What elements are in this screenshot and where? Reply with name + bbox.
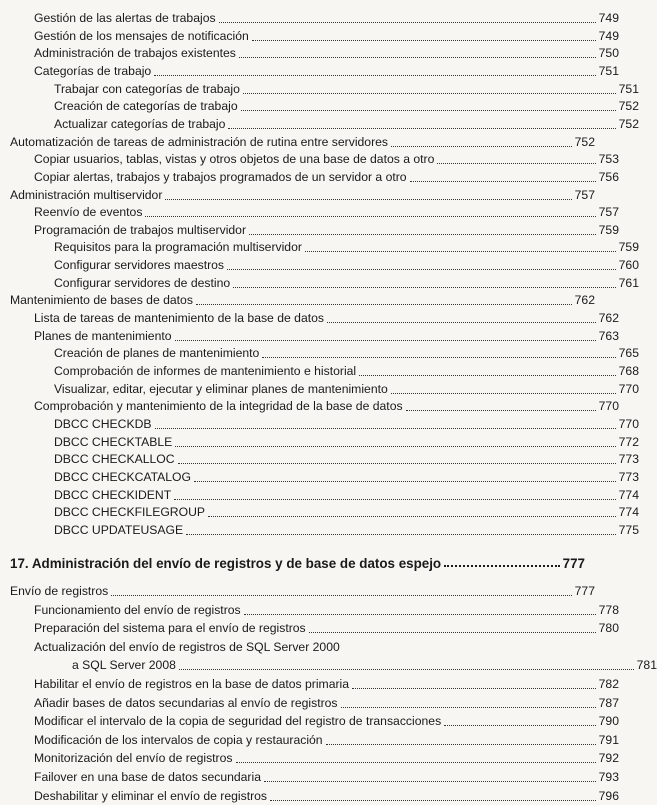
toc-entry xyxy=(0,254,639,273)
toc-entry xyxy=(0,729,619,748)
dot-leader xyxy=(326,744,596,745)
toc-entry-title: Añadir bases de datos secundarias al envío de registros xyxy=(34,695,338,710)
toc-entry xyxy=(0,78,639,97)
toc-entry-title: Administración multiservidor xyxy=(10,187,163,202)
toc-entry-page-number: 753 xyxy=(598,152,619,167)
toc-entry-title: Deshabilitar y eliminar el envío de registros xyxy=(34,788,268,803)
dot-leader xyxy=(243,93,616,94)
toc-entry-page-number: 751 xyxy=(598,63,619,78)
toc-entry-page-number: 773 xyxy=(618,452,639,467)
toc-entry xyxy=(0,501,639,520)
dot-leader xyxy=(309,632,596,633)
chapter-dot-leader xyxy=(444,565,560,567)
toc-entry-page-number: 756 xyxy=(598,169,619,184)
dot-leader xyxy=(233,287,616,288)
dot-leader xyxy=(270,800,596,801)
toc-entry xyxy=(0,785,619,804)
toc-entry-title: DBCC CHECKCATALOG xyxy=(54,469,192,484)
toc-entry xyxy=(0,448,639,467)
toc-entry xyxy=(0,654,657,673)
toc-entry-page-number: 757 xyxy=(574,187,595,202)
toc-entry-title: Modificar el intervalo de la copia de seguridad del registro de transacciones xyxy=(34,714,442,729)
dot-leader xyxy=(352,688,596,689)
toc-entry-title: Planes de mantenimiento xyxy=(34,328,172,343)
toc-entry xyxy=(0,184,595,203)
toc-entry xyxy=(0,692,619,711)
dot-leader xyxy=(410,181,596,182)
toc-entry-title: Copiar alertas, trabajos y trabajos programados de un servidor a otro xyxy=(34,169,407,184)
toc-entry-page-number: 791 xyxy=(598,732,619,747)
toc-entry-page-number: 759 xyxy=(618,240,639,255)
toc-entry-page-number: 757 xyxy=(598,205,619,220)
dot-leader xyxy=(194,481,616,482)
toc-entry xyxy=(0,42,619,61)
toc-entry-title: Envío de registros xyxy=(10,584,109,598)
toc-entry-title: Habilitar el envío de registros en la base de datos primaria xyxy=(34,677,350,691)
toc-entry-page-number: 777 xyxy=(574,584,595,598)
toc-entry-title: Failover en una base de datos secundaria xyxy=(34,770,261,784)
toc-entry xyxy=(0,617,619,636)
toc-entry-page-number: 762 xyxy=(574,293,595,308)
toc-entry-title: Automatización de tareas de administración de rutina entre servidores xyxy=(10,134,389,149)
toc-entry-page-number: 765 xyxy=(618,346,639,361)
toc-entry-page-number: 772 xyxy=(618,434,639,449)
toc-entry-page-number: 782 xyxy=(598,677,619,691)
toc-entry xyxy=(0,747,619,766)
toc-entry-page-number: 774 xyxy=(618,505,639,520)
chapter-page-number: 777 xyxy=(562,556,585,571)
dot-leader xyxy=(444,725,595,726)
dot-leader xyxy=(186,534,616,535)
dot-leader xyxy=(359,375,616,376)
toc-entry xyxy=(0,148,619,167)
toc-entry xyxy=(0,673,619,692)
toc-entry-title: Reenvío de eventos xyxy=(34,205,143,220)
dot-leader xyxy=(208,516,616,517)
dot-leader xyxy=(196,304,572,305)
toc-entry-title: Trabajar con categorías de trabajo xyxy=(54,81,240,96)
toc-entry xyxy=(0,289,595,308)
toc-entry-title: Visualizar, editar, ejecutar y eliminar planes de mantenimiento xyxy=(54,381,388,396)
toc-entry xyxy=(0,342,639,361)
toc-entry xyxy=(0,378,639,397)
dot-leader xyxy=(179,669,634,670)
toc-entry-page-number: 763 xyxy=(598,328,619,343)
dot-leader xyxy=(178,463,616,464)
toc-entry xyxy=(0,466,639,485)
toc-entry xyxy=(0,519,639,538)
toc-entry-page-number: 749 xyxy=(598,28,619,43)
dot-leader xyxy=(111,595,571,596)
toc-entry-page-number: 781 xyxy=(636,658,657,673)
toc-entry-page-number: 775 xyxy=(618,522,639,537)
dot-leader xyxy=(219,22,596,23)
dot-leader xyxy=(227,269,616,270)
toc-entry xyxy=(0,113,639,132)
toc-entry-page-number: 778 xyxy=(598,602,619,617)
toc-entry xyxy=(0,272,639,291)
toc-entry-page-number: 749 xyxy=(598,11,619,25)
dot-leader xyxy=(239,57,596,58)
toc-entry-title: Creación de categorías de trabajo xyxy=(54,99,238,114)
toc-entry-page-number: 762 xyxy=(598,311,619,326)
dot-leader xyxy=(154,75,595,76)
dot-leader xyxy=(252,40,596,41)
toc-entry xyxy=(0,307,619,326)
toc-entry-page-number: 752 xyxy=(574,134,595,149)
toc-entry-title: Gestión de las alertas de trabajos xyxy=(34,11,216,25)
toc-entry-title: Programación de trabajos multiservidor xyxy=(34,222,247,237)
dot-leader xyxy=(244,614,596,615)
toc-entry-title: Monitorización del envío de registros xyxy=(34,751,233,766)
toc-entry-page-number: 770 xyxy=(598,399,619,414)
toc-entry-page-number: 790 xyxy=(598,714,619,729)
toc-entry xyxy=(0,360,639,379)
toc-entry-page-number: 759 xyxy=(598,222,619,237)
toc-entry-page-number: 752 xyxy=(618,99,639,114)
toc-entry-title: DBCC UPDATEUSAGE xyxy=(54,522,184,537)
toc-entry-page-number: 751 xyxy=(618,81,639,96)
toc-entry-title: Categorías de trabajo xyxy=(34,63,152,78)
toc-entry-title: Actualización del envío de registros de SQL Server 2000 xyxy=(34,639,340,654)
toc-entry-title: DBCC CHECKALLOC xyxy=(54,452,175,467)
dot-leader xyxy=(249,234,596,235)
toc-entry-title: DBCC CHECKDB xyxy=(54,416,152,431)
toc-entry xyxy=(0,580,595,599)
dot-leader xyxy=(264,781,596,782)
toc-entry-title: Lista de tareas de mantenimiento de la base de datos xyxy=(34,311,324,326)
toc-entry xyxy=(0,236,639,255)
toc-entry xyxy=(0,7,619,26)
toc-entry xyxy=(0,599,619,618)
dot-leader xyxy=(175,446,615,447)
dot-leader xyxy=(391,393,616,394)
toc-entry xyxy=(0,25,619,44)
toc-entry-title: Comprobación y mantenimiento de la integridad de la base de datos xyxy=(34,399,403,414)
toc-entry xyxy=(0,395,619,414)
chapter-heading xyxy=(10,551,585,571)
toc-entry-page-number: 750 xyxy=(598,46,619,61)
dot-leader xyxy=(262,357,615,358)
toc-entry xyxy=(0,166,619,185)
toc-entry-page-number: 761 xyxy=(618,275,639,290)
toc-entry xyxy=(0,484,639,503)
toc-entry xyxy=(0,219,619,238)
toc-entry xyxy=(0,413,639,432)
toc-entry-page-number: 796 xyxy=(598,788,619,803)
toc-entry-page-number: 787 xyxy=(598,695,619,710)
dot-leader xyxy=(305,251,616,252)
toc-entry-title: Configurar servidores maestros xyxy=(54,258,225,273)
toc-entry-title: Mantenimiento de bases de datos xyxy=(10,293,193,308)
toc-entry-title: Preparación del sistema para el envío de registros xyxy=(34,621,306,636)
toc-entry-title: DBCC CHECKTABLE xyxy=(54,434,173,449)
toc-entry xyxy=(0,201,619,220)
toc-entry-title: Gestión de los mensajes de notificación xyxy=(34,28,249,43)
dot-leader xyxy=(236,762,596,763)
toc-entry-page-number: 793 xyxy=(598,770,619,784)
toc-entry xyxy=(0,766,619,785)
toc-entry-title: DBCC CHECKIDENT xyxy=(54,487,172,502)
dot-leader xyxy=(327,322,596,323)
dot-leader xyxy=(406,410,596,411)
toc-entry-page-number: 773 xyxy=(618,469,639,484)
toc-entry xyxy=(0,710,619,729)
toc-entry xyxy=(0,95,639,114)
toc-entry-title: Configurar servidores de destino xyxy=(54,275,231,290)
toc-entry-title: Creación de planes de mantenimiento xyxy=(54,346,260,361)
toc-entry-page-number: 770 xyxy=(618,381,639,396)
toc-entry xyxy=(0,636,619,655)
toc-entry-title: Actualizar categorías de trabajo xyxy=(54,116,226,131)
toc-entry-title: a SQL Server 2008 xyxy=(72,658,176,673)
toc-entry xyxy=(0,325,619,344)
chapter-title: 17. Administración del envío de registros y de base de datos espejo xyxy=(10,556,442,571)
toc-entry-page-number: 774 xyxy=(618,487,639,502)
dot-leader xyxy=(155,428,616,429)
dot-leader xyxy=(437,163,595,164)
toc-entry-title: Administración de trabajos existentes xyxy=(34,46,236,61)
toc-entry-title: Funcionamiento del envío de registros xyxy=(34,602,241,617)
toc-entry xyxy=(0,60,619,79)
dot-leader xyxy=(391,146,572,147)
dot-leader xyxy=(165,199,571,200)
dot-leader xyxy=(174,499,616,500)
dot-leader xyxy=(241,110,616,111)
toc-entry-page-number: 770 xyxy=(618,416,639,431)
toc-entry-page-number: 760 xyxy=(618,258,639,273)
toc-entry-page-number: 780 xyxy=(598,621,619,636)
toc-entry-title: Modificación de los intervalos de copia y restauración xyxy=(34,732,323,747)
toc-entry-title: Copiar usuarios, tablas, vistas y otros objetos de una base de datos a otro xyxy=(34,152,435,167)
toc-entry-page-number: 792 xyxy=(598,751,619,766)
dot-leader xyxy=(175,340,596,341)
dot-leader xyxy=(341,707,596,708)
dot-leader xyxy=(145,216,595,217)
toc-entry-page-number: 752 xyxy=(618,116,639,131)
toc-entry-page-number: 768 xyxy=(618,364,639,378)
dot-leader xyxy=(228,128,615,129)
toc-entry-title: Requisitos para la programación multiservidor xyxy=(54,240,302,255)
toc-entry-title: Comprobación de informes de mantenimiento e historial xyxy=(54,364,357,378)
toc-entry xyxy=(0,131,595,150)
toc-entry xyxy=(0,431,639,450)
toc-entry-title: DBCC CHECKFILEGROUP xyxy=(54,505,206,520)
